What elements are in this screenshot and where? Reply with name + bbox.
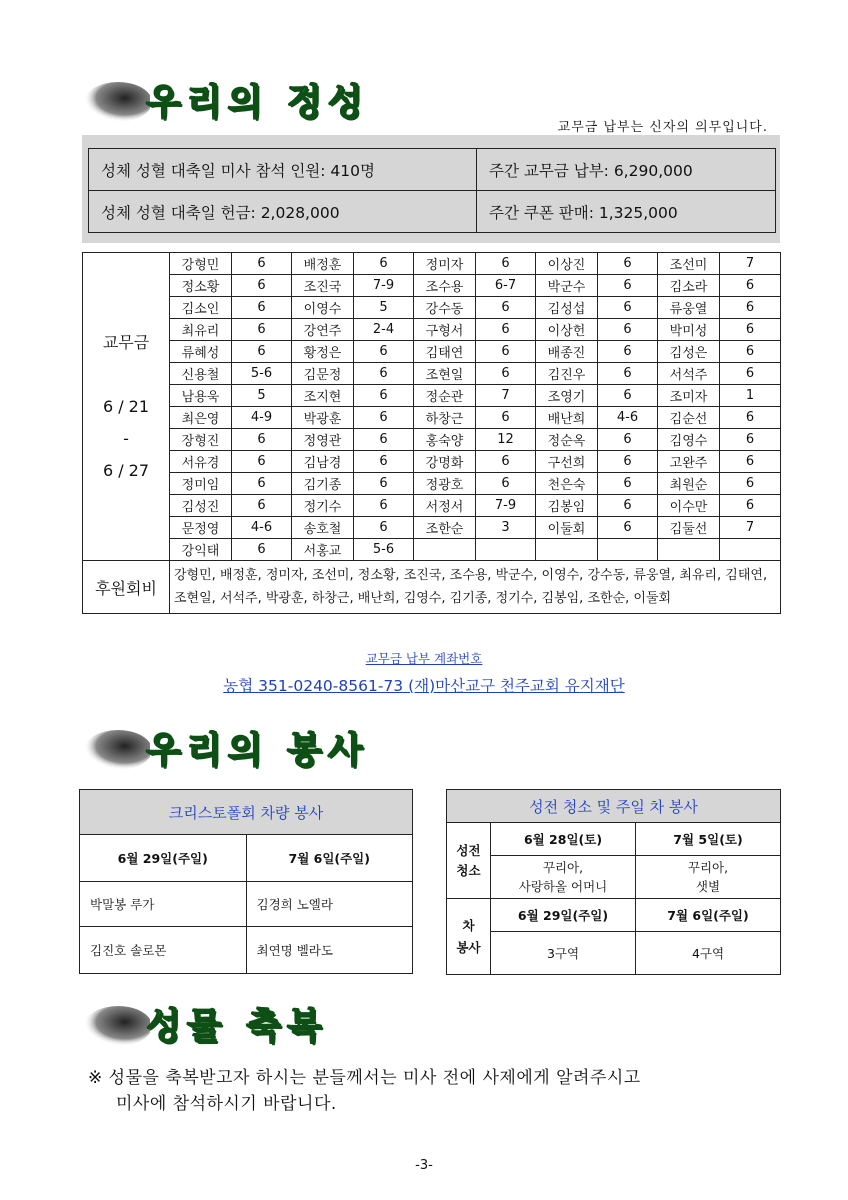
member-name: 김순선 xyxy=(658,407,720,429)
member-name: 김둘선 xyxy=(658,517,720,539)
vehicle-date-2: 7월 6일(주일) xyxy=(246,835,413,882)
offering-label-cell xyxy=(83,253,170,561)
payment-months: 6 xyxy=(720,363,781,385)
payment-months: 7 xyxy=(476,385,536,407)
member-name: 이수만 xyxy=(658,495,720,517)
member-name: 이상진 xyxy=(536,253,598,275)
member-name: 류혜성 xyxy=(170,341,232,363)
cleaning-service-table xyxy=(446,789,781,975)
offering-date-to: 6 / 27 xyxy=(102,460,150,480)
member-name: 천은숙 xyxy=(536,473,598,495)
payment-months: 7-9 xyxy=(354,275,414,297)
member-name: 서홍교 xyxy=(292,539,354,561)
vehicle-r1-c2: 김경희 노엘라 xyxy=(246,882,413,927)
member-name: 류웅열 xyxy=(658,297,720,319)
payment-months: 6 xyxy=(720,341,781,363)
payment-months: 6 xyxy=(598,275,658,297)
offering-date-from: 6 / 21 xyxy=(102,396,150,416)
payment-months: 6 xyxy=(598,363,658,385)
member-name: 조미자 xyxy=(658,385,720,407)
member-name: 김소라 xyxy=(658,275,720,297)
payment-months: 7-9 xyxy=(476,495,536,517)
member-name: 이둘회 xyxy=(536,517,598,539)
member-name: 황정은 xyxy=(292,341,354,363)
member-name: 배정훈 xyxy=(292,253,354,275)
car-date-1: 6월 29일(주일) xyxy=(491,899,636,932)
offering-row xyxy=(83,539,781,561)
payment-months: 6 xyxy=(598,451,658,473)
weekly-dues-cell: 주간 교무금 납부: 6,290,000 xyxy=(477,149,776,191)
payment-months: 5-6 xyxy=(354,539,414,561)
payment-months: 6 xyxy=(720,495,781,517)
payment-months: 6 xyxy=(232,429,292,451)
vehicle-date-1: 6월 29일(주일) xyxy=(80,835,247,882)
payment-months: 6 xyxy=(232,473,292,495)
member-name: 강수동 xyxy=(414,297,476,319)
account-number: 농협 351-0240-8561-73 (재)마산교구 천주교회 유지재단 xyxy=(223,677,625,695)
member-name: 고완주 xyxy=(658,451,720,473)
member-name xyxy=(536,539,598,561)
cleaning-service-title: 성전 청소 및 주일 차 봉사 xyxy=(447,790,781,823)
payment-months: 1 xyxy=(720,385,781,407)
clean-value-1-line1: 꾸리아, xyxy=(542,860,584,875)
payment-months: 6 xyxy=(476,407,536,429)
member-name: 김성진 xyxy=(170,495,232,517)
member-name: 강익태 xyxy=(170,539,232,561)
payment-months: 6 xyxy=(598,297,658,319)
finance-section-header xyxy=(62,72,402,132)
member-name: 박미성 xyxy=(658,319,720,341)
member-name: 조선미 xyxy=(658,253,720,275)
service-section-header xyxy=(62,720,402,780)
vehicle-service-table xyxy=(79,789,413,974)
payment-months xyxy=(598,539,658,561)
payment-months: 6 xyxy=(232,297,292,319)
member-name: 조현일 xyxy=(414,363,476,385)
member-name: 최유리 xyxy=(170,319,232,341)
member-name: 조수용 xyxy=(414,275,476,297)
member-name: 조진국 xyxy=(292,275,354,297)
member-name: 김태연 xyxy=(414,341,476,363)
supporters-names: 강형민, 배정훈, 정미자, 조선미, 정소황, 조진국, 조수용, 박군수, 이영수, 강수동, 류웅열, 최유리, 김태연, 조현일, 서석주, 박광훈, 하창근, 배난희, 김영수, 김기종, 정기수, 김봉임, 조한순, 이둘회 xyxy=(170,561,781,614)
payment-months: 6 xyxy=(476,341,536,363)
payment-months: 6 xyxy=(598,341,658,363)
payment-months: 6 xyxy=(354,517,414,539)
offering-row xyxy=(83,341,781,363)
payment-months: 4-6 xyxy=(232,517,292,539)
member-name: 장형진 xyxy=(170,429,232,451)
finance-section-title: 우리의 정성 xyxy=(146,82,369,123)
page-number: -3- xyxy=(415,1158,433,1173)
payment-months: 6 xyxy=(354,341,414,363)
blessing-notice xyxy=(88,1065,641,1117)
payment-months: 6 xyxy=(720,473,781,495)
payment-months: 5-6 xyxy=(232,363,292,385)
payment-months: 6 xyxy=(720,407,781,429)
account-label: 교무금 납부 계좌번호 xyxy=(365,651,483,666)
summary-table xyxy=(88,148,776,233)
clean-value-1 xyxy=(491,856,636,899)
payment-months: 6 xyxy=(354,429,414,451)
payment-months: 6 xyxy=(354,407,414,429)
member-name: 박군수 xyxy=(536,275,598,297)
member-name: 남용욱 xyxy=(170,385,232,407)
payment-months: 5 xyxy=(232,385,292,407)
payment-months: 6 xyxy=(232,253,292,275)
car-label-2: 봉사 xyxy=(456,939,481,955)
member-name: 신용철 xyxy=(170,363,232,385)
payment-months: 6 xyxy=(598,385,658,407)
member-name: 정영관 xyxy=(292,429,354,451)
member-name: 서유경 xyxy=(170,451,232,473)
member-name: 김성은 xyxy=(658,341,720,363)
payment-months: 6 xyxy=(598,473,658,495)
member-name: 정소황 xyxy=(170,275,232,297)
blessing-line-2: 미사에 참석하시기 바랍니다. xyxy=(116,1094,337,1114)
payment-months: 12 xyxy=(476,429,536,451)
payment-months: 6 xyxy=(598,429,658,451)
member-name: 최원순 xyxy=(658,473,720,495)
car-date-2: 7월 6일(주일) xyxy=(636,899,781,932)
member-name: 서정서 xyxy=(414,495,476,517)
payment-months: 6 xyxy=(720,319,781,341)
payment-months: 4-9 xyxy=(232,407,292,429)
payment-months: 6 xyxy=(354,253,414,275)
coupon-sales-cell: 주간 쿠폰 판매: 1,325,000 xyxy=(477,191,776,233)
blessing-section-header xyxy=(62,996,402,1056)
blessing-line-1: ※ 성물을 축복받고자 하시는 분들께서는 미사 전에 사제에게 알려주시고 xyxy=(88,1068,641,1088)
blessing-section-title: 성물 축복 xyxy=(146,1006,328,1047)
clean-date-2: 7월 5일(토) xyxy=(636,823,781,856)
payment-months: 6 xyxy=(476,451,536,473)
clean-value-2 xyxy=(636,856,781,899)
ink-blob-icon xyxy=(72,78,150,124)
payment-months: 6 xyxy=(476,473,536,495)
clean-value-1-line2: 사랑하올 어머니 xyxy=(518,879,608,894)
member-name: 박광훈 xyxy=(292,407,354,429)
payment-months: 6 xyxy=(232,341,292,363)
payment-months: 6 xyxy=(720,451,781,473)
ink-blob-icon xyxy=(72,726,150,772)
car-value-2: 4구역 xyxy=(636,932,781,975)
member-name: 조한순 xyxy=(414,517,476,539)
offering-table xyxy=(82,252,781,614)
member-name: 정순옥 xyxy=(536,429,598,451)
supporters-label: 후원회비 xyxy=(83,561,170,614)
payment-months: 3 xyxy=(476,517,536,539)
duty-notice: 교무금 납부는 신자의 의무입니다. xyxy=(557,120,768,135)
vehicle-service-title: 크리스토폴회 차량 봉사 xyxy=(80,790,413,835)
member-name: 구선희 xyxy=(536,451,598,473)
member-name: 하창근 xyxy=(414,407,476,429)
offering-row xyxy=(83,275,781,297)
payment-months: 6 xyxy=(598,517,658,539)
payment-months: 6 xyxy=(232,495,292,517)
offering-row xyxy=(83,297,781,319)
clean-date-1: 6월 28일(토) xyxy=(491,823,636,856)
car-label xyxy=(447,899,491,975)
payment-months: 7 xyxy=(720,517,781,539)
member-name: 홍숙양 xyxy=(414,429,476,451)
car-label-1: 차 xyxy=(462,917,475,933)
spacer xyxy=(83,361,169,389)
member-name: 강연주 xyxy=(292,319,354,341)
member-name: 김진우 xyxy=(536,363,598,385)
cleaning-label-1: 성전 xyxy=(456,842,481,858)
member-name: 김영수 xyxy=(658,429,720,451)
offering-row xyxy=(83,517,781,539)
offering-row xyxy=(83,451,781,473)
summary-box xyxy=(82,135,780,243)
payment-months: 6 xyxy=(598,253,658,275)
member-name: 김문정 xyxy=(292,363,354,385)
member-name: 김소인 xyxy=(170,297,232,319)
cleaning-label-2: 청소 xyxy=(456,862,481,878)
payment-months: 6 xyxy=(354,495,414,517)
member-name: 문정영 xyxy=(170,517,232,539)
payment-months: 6 xyxy=(476,363,536,385)
payment-months: 6 xyxy=(598,319,658,341)
member-name: 강형민 xyxy=(170,253,232,275)
payment-months: 6 xyxy=(232,539,292,561)
collection-cell: 성체 성혈 대축일 헌금: 2,028,000 xyxy=(89,191,477,233)
member-name: 정순관 xyxy=(414,385,476,407)
member-name: 배난희 xyxy=(536,407,598,429)
member-name: 송호철 xyxy=(292,517,354,539)
payment-months: 6 xyxy=(720,275,781,297)
member-name: 정미자 xyxy=(414,253,476,275)
member-name: 김남경 xyxy=(292,451,354,473)
member-name: 김성섭 xyxy=(536,297,598,319)
offering-row xyxy=(83,429,781,451)
attendance-cell: 성체 성혈 대축일 미사 참석 인원: 410명 xyxy=(89,149,477,191)
member-name: 김기종 xyxy=(292,473,354,495)
payment-months: 2-4 xyxy=(354,319,414,341)
payment-months: 6 xyxy=(232,319,292,341)
payment-months xyxy=(476,539,536,561)
vehicle-r1-c1: 박말봉 루가 xyxy=(80,882,247,927)
member-name: 이상헌 xyxy=(536,319,598,341)
clean-value-2-line2: 샛별 xyxy=(695,879,721,894)
member-name xyxy=(658,539,720,561)
payment-months: 6 xyxy=(354,385,414,407)
member-name: 김봉임 xyxy=(536,495,598,517)
member-name: 정미임 xyxy=(170,473,232,495)
ink-blob-icon xyxy=(72,1002,150,1048)
offering-row xyxy=(83,495,781,517)
member-name: 정광호 xyxy=(414,473,476,495)
member-name: 이영수 xyxy=(292,297,354,319)
member-name: 서석주 xyxy=(658,363,720,385)
payment-months: 6 xyxy=(720,429,781,451)
payment-months: 6 xyxy=(354,451,414,473)
payment-months: 6 xyxy=(476,297,536,319)
offering-row xyxy=(83,385,781,407)
vehicle-r2-c2: 최연명 벨라도 xyxy=(246,927,413,974)
payment-months: 6 xyxy=(476,253,536,275)
cleaning-label xyxy=(447,823,491,899)
offering-date-sep: - xyxy=(123,428,129,448)
payment-months: 7 xyxy=(720,253,781,275)
offering-row xyxy=(83,407,781,429)
payment-months: 6 xyxy=(354,363,414,385)
service-section-title: 우리의 봉사 xyxy=(146,730,369,771)
payment-months: 6-7 xyxy=(476,275,536,297)
member-name: 강명화 xyxy=(414,451,476,473)
offering-row xyxy=(83,319,781,341)
payment-months: 6 xyxy=(354,473,414,495)
member-name: 정기수 xyxy=(292,495,354,517)
member-name: 최은영 xyxy=(170,407,232,429)
payment-months xyxy=(720,539,781,561)
offering-row xyxy=(83,253,781,275)
payment-months: 6 xyxy=(232,451,292,473)
offering-row xyxy=(83,473,781,495)
member-name xyxy=(414,539,476,561)
member-name: 배종진 xyxy=(536,341,598,363)
car-value-1: 3구역 xyxy=(491,932,636,975)
payment-months: 6 xyxy=(720,297,781,319)
member-name: 구형서 xyxy=(414,319,476,341)
payment-months: 6 xyxy=(232,275,292,297)
clean-value-2-line1: 꾸리아, xyxy=(687,860,729,875)
payment-months: 6 xyxy=(476,319,536,341)
payment-months: 6 xyxy=(598,495,658,517)
payment-months: 4-6 xyxy=(598,407,658,429)
payment-months: 5 xyxy=(354,297,414,319)
member-name: 조지현 xyxy=(292,385,354,407)
supporters-row xyxy=(83,561,781,614)
offering-row xyxy=(83,363,781,385)
offering-label: 교무금 xyxy=(102,332,150,352)
member-name: 조영기 xyxy=(536,385,598,407)
vehicle-r2-c1: 김진호 솔로몬 xyxy=(80,927,247,974)
